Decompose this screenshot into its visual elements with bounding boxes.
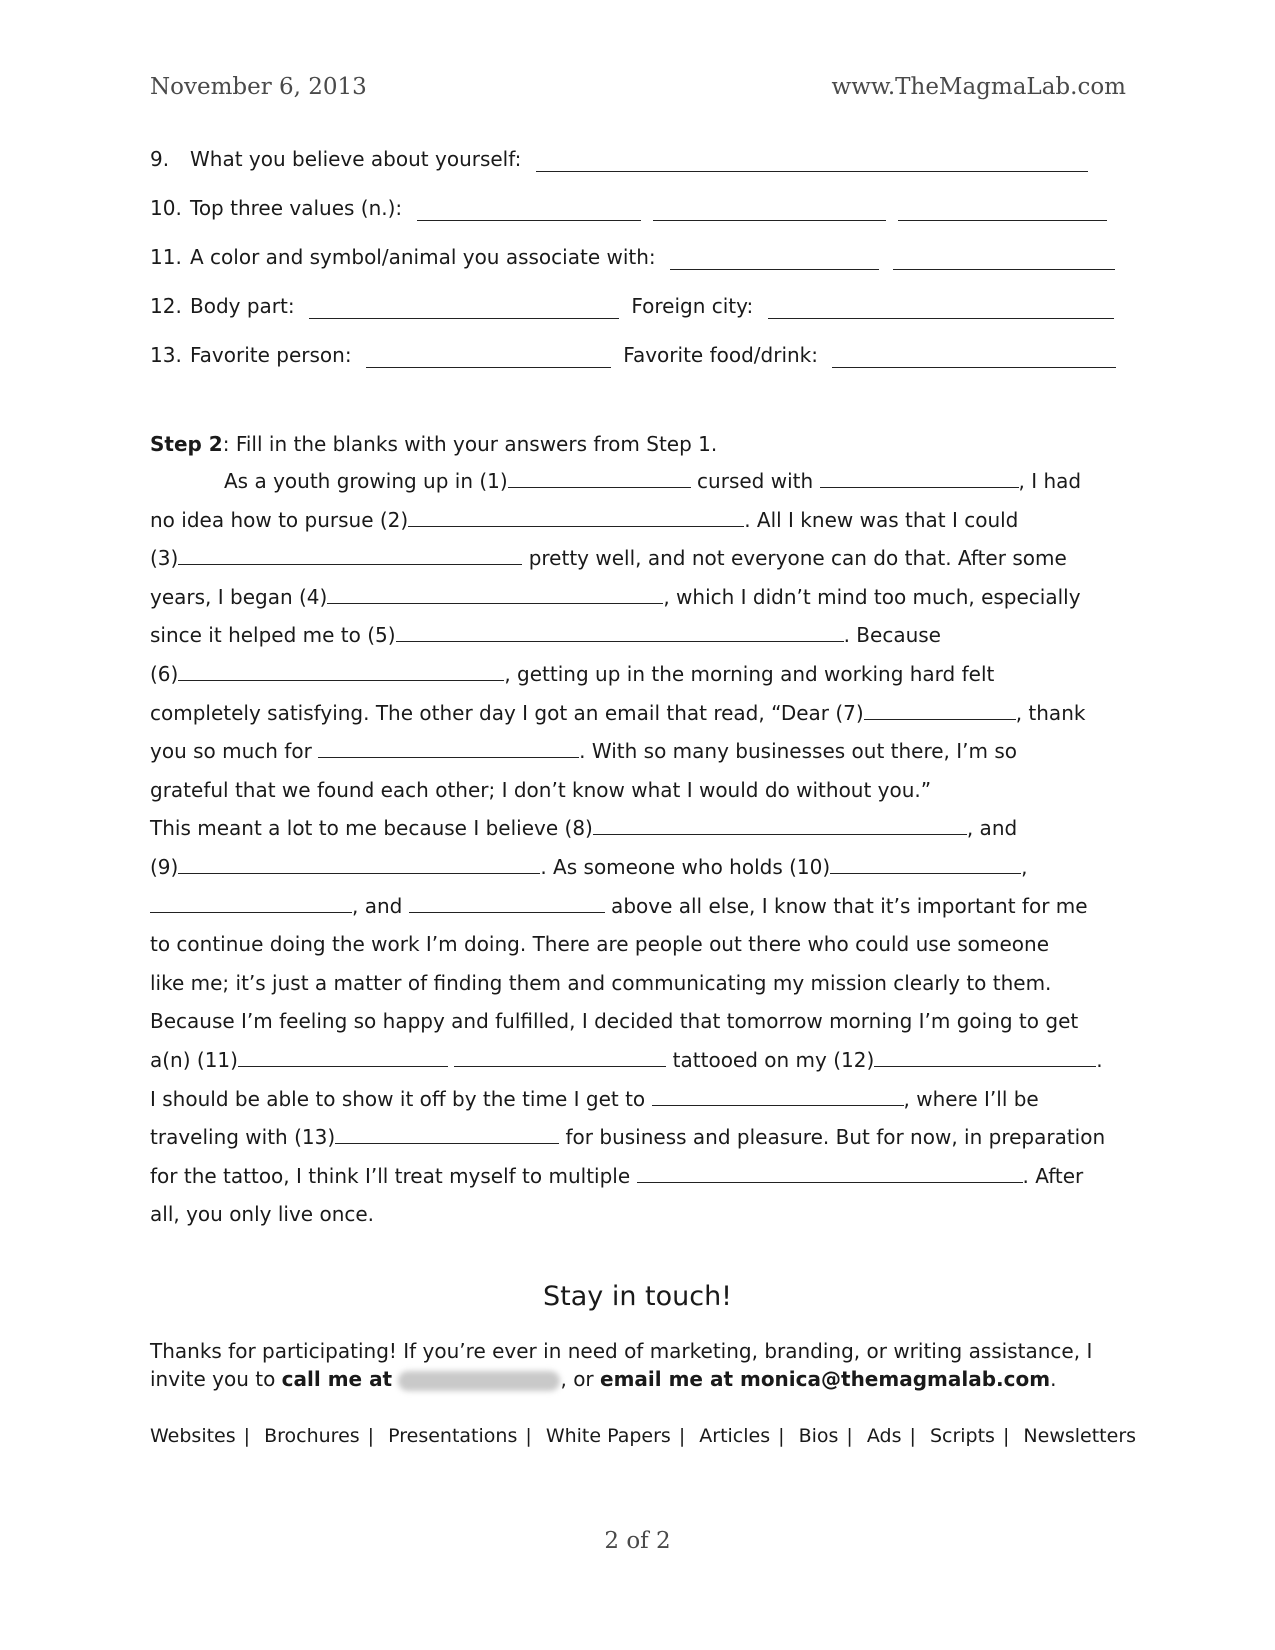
story-paragraph: As a youth growing up in (1) cursed with , I had no idea how to pursue (2) . All I knew was that I could (3) pretty well, and not everyone can do that. After some years, I began (4) , which I didn’t mind too much, especially since it helped me to (5) . Because (6) , getting up in the morning and working hard felt completely satisfying. The other day I got an email that read, “Dear (7) , thank you so much for . With so many businesses out there, I’m so grateful that we found each other; I don’t know what I would do without you.” This meant a lot to me because I believe (8) , and (9) . As someone who holds (10) , , and above all else, I know that it’s important for me to continue doing the work I’m doing. There are people out there who could use someone like me; it’s just a matter of finding them and communicating my mission clearly to them. Because I’m feeling so happy and fulfilled, I decided that tomorrow morning I’m going to get a(n) (11) tattooed on my (12) . I should be able to show it off by the time I get to , where I’ll be traveling with (13) for business and pleasure. But for now, in preparation for the tattoo, I think I’ll treat myself to multiple . After all, you only live once.	[150, 469, 1106, 1227]
question-10: 10. Top three values (n.):	[150, 195, 1107, 221]
answer-blank[interactable]	[832, 347, 1116, 368]
service-item: Articles	[699, 1425, 771, 1447]
blank-12[interactable]	[874, 1046, 1096, 1067]
answer-blank[interactable]	[366, 347, 611, 368]
blank-8[interactable]	[593, 814, 967, 835]
redacted-phone	[398, 1371, 560, 1391]
blank-5[interactable]	[396, 621, 844, 642]
blank-2[interactable]	[408, 506, 744, 527]
blank-1[interactable]	[508, 467, 691, 488]
blank-10[interactable]	[830, 853, 1021, 874]
step2-heading: Step 2: Fill in the blanks with your answers from Step 1.	[150, 432, 718, 456]
blank[interactable]	[454, 1046, 666, 1067]
blank[interactable]	[637, 1162, 1023, 1183]
service-item: Brochures	[264, 1425, 360, 1447]
blank[interactable]	[652, 1085, 904, 1106]
question-13: 13. Favorite person: Favorite food/drink:	[150, 342, 1116, 368]
answer-blank[interactable]	[893, 249, 1115, 270]
blank-3[interactable]	[178, 544, 522, 565]
blank-11[interactable]	[238, 1046, 448, 1067]
answer-blank[interactable]	[417, 200, 641, 221]
service-item: Websites	[150, 1425, 236, 1447]
service-item: Bios	[798, 1425, 839, 1447]
blank[interactable]	[409, 892, 605, 913]
service-item: Presentations	[388, 1425, 518, 1447]
blank[interactable]	[318, 737, 579, 758]
blank[interactable]	[150, 892, 352, 913]
blank-9[interactable]	[178, 853, 540, 874]
service-item: Newsletters	[1023, 1425, 1137, 1447]
question-11: 11. A color and symbol/animal you associate with:	[150, 244, 1115, 270]
answer-blank[interactable]	[768, 298, 1114, 319]
question-9: 9. What you believe about yourself:	[150, 146, 1088, 172]
header-date: November 6, 2013	[150, 74, 367, 100]
stay-in-touch-heading: Stay in touch!	[542, 1281, 733, 1312]
page-number: 2 of 2	[604, 1528, 671, 1554]
answer-blank[interactable]	[309, 298, 619, 319]
services-list: Websites | Brochures | Presentations | White Papers | Articles | Bios | Ads | Scripts | Newsletters	[150, 1425, 1137, 1447]
answer-blank[interactable]	[898, 200, 1107, 221]
blank[interactable]	[820, 467, 1019, 488]
blank-6[interactable]	[178, 660, 504, 681]
answer-blank[interactable]	[653, 200, 886, 221]
header-website: www.TheMagmaLab.com	[831, 74, 1126, 100]
answer-blank[interactable]	[536, 151, 1088, 172]
blank-4[interactable]	[327, 583, 663, 604]
blank-13[interactable]	[335, 1123, 559, 1144]
service-item: Scripts	[929, 1425, 995, 1447]
email-link[interactable]: email me at monica@themagmalab.com	[600, 1367, 1051, 1391]
question-12: 12. Body part: Foreign city:	[150, 293, 1114, 319]
contact-paragraph: Thanks for participating! If you’re ever in need of marketing, branding, or writing assistance, I invite you to call me at , or email me at monica@themagmalab.com.	[150, 1339, 1093, 1391]
blank-7[interactable]	[864, 699, 1016, 720]
call-label: call me at	[281, 1367, 393, 1391]
answer-blank[interactable]	[670, 249, 879, 270]
service-item: Ads	[866, 1425, 902, 1447]
service-item: White Papers	[545, 1425, 671, 1447]
